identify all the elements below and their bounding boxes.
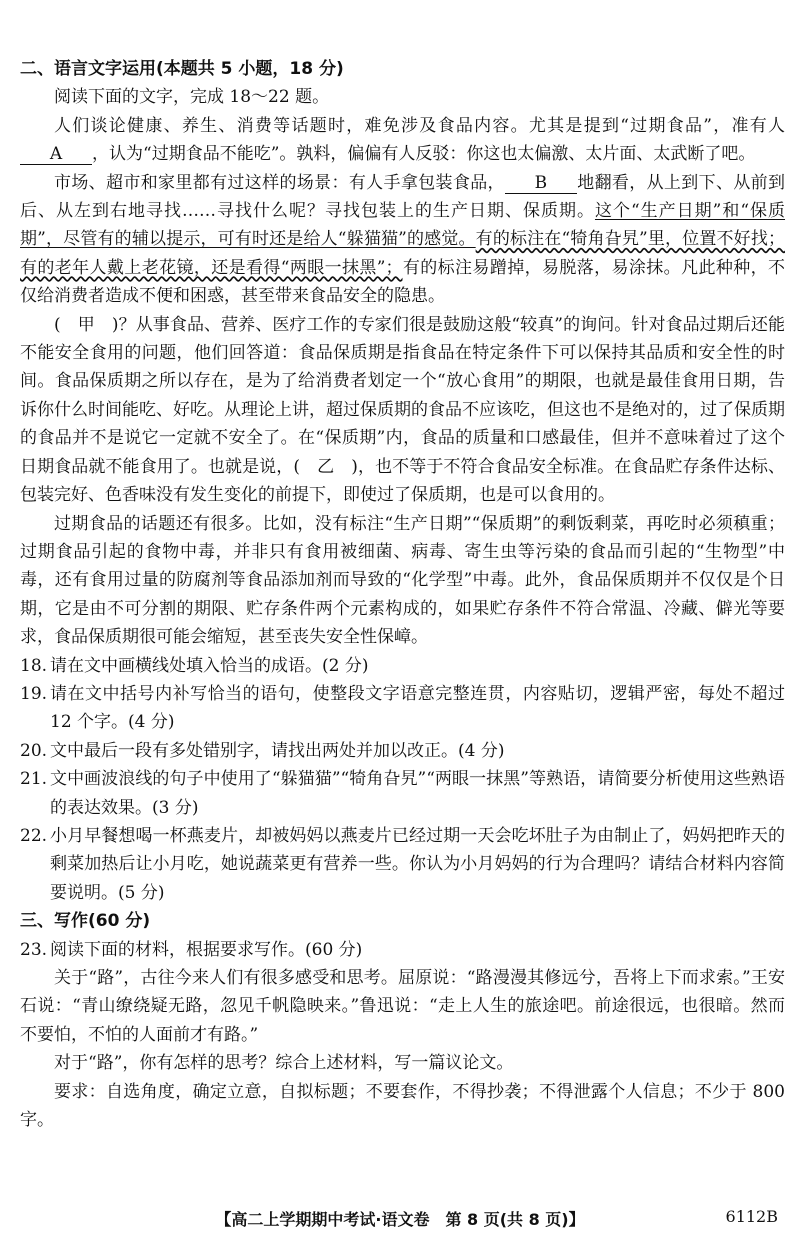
question-text: 请在文中画横线处填入恰当的成语。(2 分): [50, 655, 369, 676]
question-item: [20, 822, 785, 907]
blank-yi: ( 乙 ): [293, 456, 358, 477]
para1-text-before: 人们谈论健康、养生、消费等话题时，难免涉及食品内容。尤其是提到“过期食品”，准有人: [54, 115, 785, 136]
blank-b: B: [505, 173, 577, 194]
question-text: 文中最后一段有多处错别字，请找出两处并加以改正。(4 分): [50, 740, 505, 761]
question-item: [20, 652, 785, 680]
question-item: [20, 680, 785, 737]
question-text: 文中画波浪线的句子中使用了“躲猫猫”“犄角旮旯”“两眼一抹黑”等熟语，请简要分析使用这些熟语的表达效果。(3 分): [50, 769, 785, 818]
question-item: [20, 936, 785, 964]
blank-a: A: [20, 144, 92, 165]
question-number: 22.: [20, 825, 48, 846]
question-text: 阅读下面的材料，根据要求写作。(60 分): [50, 939, 363, 960]
writing-requirements: 要求：自选角度，确定立意，自拟标题；不要套作，不得抄袭；不得泄露个人信息；不少于 800 字。: [20, 1081, 785, 1131]
reading-intro: 阅读下面的文字，完成 18～22 题。: [54, 87, 330, 108]
para3-text-start: ( 甲 )？从事食品、营养、医疗工作的专家们很是鼓励这般“较真”的询问。针对食品过期后还能不能安全食用的问题，他们回答道：食品保质期是指食品在特定条件下可以保持其品质和安全性的时间。食品保质期之所以存在，是为了给消费者划定一个“放心食用”的期限，也就是最佳食用日期，告诉你什么时间能吃、好吃。从理论上讲，超过保质期的食品不应该吃，但这也不是绝对的，过了保质期的食品并不是说它一定就不安全了。在“保质期”内，食品的质量和口感最佳，但并不意味着过了这个日期食品就不能食用了。也就是说，: [20, 314, 785, 477]
para1-text-after: ，认为“过期食品不能吃”。孰料，偏偏有人反驳：你这也太偏激、太片面、太武断了吧。: [92, 144, 756, 165]
passage-paragraph-1: [20, 112, 785, 169]
question-number: 18.: [20, 655, 48, 676]
question-number: 23.: [20, 939, 48, 960]
question-item: [20, 765, 785, 822]
page-content: [20, 55, 785, 1134]
para2-text-before: 市场、超市和家里都有过这样的场景：有人手拿包装食品，: [54, 172, 505, 193]
para3-text-end: ，也不等于不符合食品安全标准。在食品贮存条件达标、包装完好、色香味没有发生变化的前提下，即使过了保质期，也是可以食用的。: [20, 456, 786, 506]
paper-code: 6112B: [725, 1207, 778, 1226]
page-footer: [0, 1207, 800, 1233]
passage-paragraph-3: [20, 311, 785, 510]
question-item: [20, 737, 785, 765]
question-list: [20, 652, 785, 908]
footer-label: 【高二上学期期中考试·语文卷 第 8 页(共 8 页)】: [215, 1210, 585, 1229]
section-3-title: 三、写作(60 分): [20, 911, 151, 932]
question-number: 19.: [20, 683, 48, 704]
writing-material: 关于“路”，古往今来人们有很多感受和思考。屈原说：“路漫漫其修远兮，吾将上下而求索。”王安石说：“青山缭绕疑无路，忽见千帆隐映来。”鲁迅说：“走上人生的旅途吧。前途很远，也很暗。然而不要怕，不怕的人面前才有路。”: [20, 968, 785, 1045]
passage-paragraph-4: 过期食品的话题还有很多。比如，没有标注“生产日期”“保质期”的剩饭剩菜，再吃时必须稹重；过期食品引起的食物中毒，并非只有食用被细菌、病毒、寄生虫等污染的食品而引起的“生物型”中毒，还有食用过量的防腐剂等食品添加剂而导致的“化学型”中毒。此外，食品保质期并不仅仅是个日期，它是由不可分割的期限、贮存条件两个元素构成的，如果贮存条件不符合常温、冷藏、僻光等要求，食品保质期很可能会缩短，甚至丧失安全性保嶂。: [20, 513, 785, 648]
section-2-title: 二、语言文字运用(本题共 5 小题，18 分): [20, 59, 344, 79]
passage-paragraph-2: [20, 169, 785, 311]
question-text: 小月早餐想喝一杯燕麦片，却被妈妈以燕麦片已经过期一天会吃坏肚子为由制止了，妈妈把昨天的剩菜加热后让小月吃，她说蔬菜更有营养一些。你认为小月妈妈的行为合理吗？请结合材料内容简要说明。(5 分): [50, 825, 785, 903]
para2-text-after: 有的标注易蹭掉，易脱落，易涂抹。凡此种种，不仅给消费者造成不便和困惑，甚至带来食品安全的隐患。: [20, 257, 785, 307]
question-number: 21.: [20, 769, 48, 790]
writing-prompt: 对于“路”，你有怎样的思考？综合上述材料，写一篇议论文。: [54, 1053, 514, 1074]
underlined-sentence: 这个“生产日期”和“保质期”，尽管有的辅以提示，可有时还是给人“躲猫猫”的感觉。: [20, 201, 786, 250]
question-text: 请在文中括号内补写恰当的语句，使整段文字语意完整连贯，内容贴切，逻辑严密，每处不超过 12 个字。(4 分): [50, 683, 785, 733]
question-number: 20.: [20, 740, 48, 761]
para2-text-mid: 地翻看，从上到下、从前到后、从左到右地寻找……寻找什么呢？寻找包装上的生产日期、保质期。: [20, 172, 786, 222]
wavy-underlined-sentence: 有的标注在“犄角旮旯”里，位置不好找；有的老年人戴上老花镜，还是看得“两眼一抹黑”；: [20, 229, 785, 278]
